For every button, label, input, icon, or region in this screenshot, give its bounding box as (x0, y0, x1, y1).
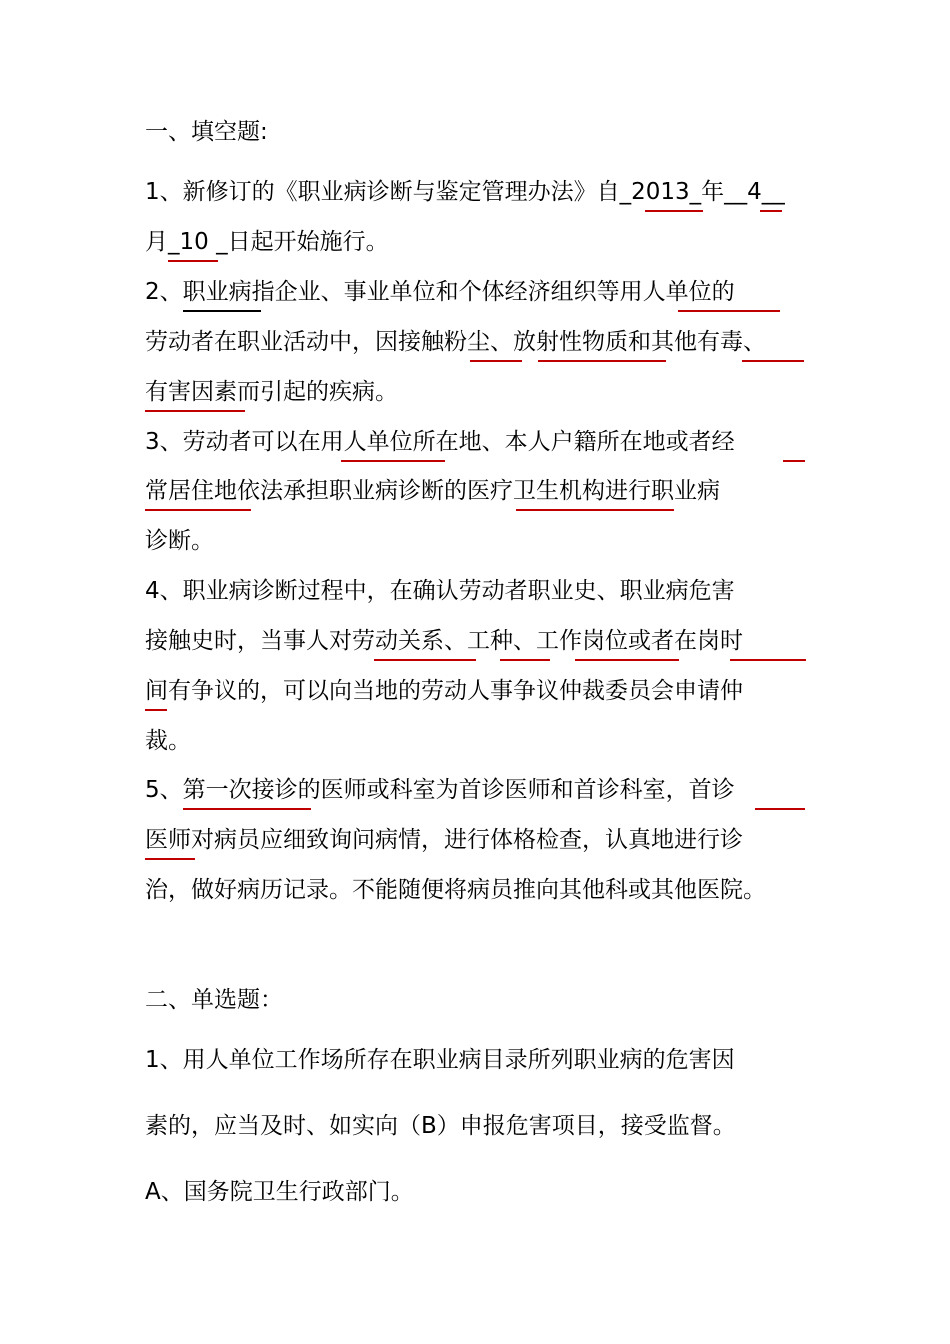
fill-line-10: 接触史时，当事人对劳动关系、工种、工作岗位或者在岗时 (145, 628, 743, 654)
answer-underline (168, 260, 218, 262)
answer-underline (183, 310, 261, 312)
answer-underline (755, 808, 805, 810)
question-1-line-2: 素的，应当及时、如实向（B）申报危害项目，接受监督。 (145, 1113, 736, 1139)
answer-underline (730, 659, 806, 661)
fill-line-8: 诊断。 (145, 528, 214, 554)
fill-line-3: 2、职业病指企业、事业单位和个体经济组织等用人单位的 (145, 279, 735, 305)
answer-underline (516, 509, 674, 511)
answer-underline (145, 410, 245, 412)
fill-line-9: 4、职业病诊断过程中，在确认劳动者职业史、职业病危害 (145, 578, 735, 604)
answer-underline (760, 210, 782, 212)
fill-line-1: 1、新修订的《职业病诊断与鉴定管理办法》自_2013_年__4__ (145, 179, 785, 205)
fill-line-14: 医师对病员应细致询问病情，进行体格检查，认真地进行诊 (145, 827, 743, 853)
answer-underline (500, 659, 550, 661)
fill-line-11: 间有争议的，可以向当地的劳动人事争议仲裁委员会申请仲 (145, 678, 743, 704)
answer-underline (145, 509, 251, 511)
fill-line-6: 3、劳动者可以在用人单位所在地、本人户籍所在地或者经 (145, 429, 735, 455)
fill-line-2: 月_10 _日起开始施行。 (145, 229, 389, 255)
section2-heading: 二、单选题： (145, 987, 283, 1013)
fill-line-15: 治，做好病历记录。不能随便将病员推向其他科或其他医院。 (145, 877, 766, 903)
fill-line-7: 常居住地依法承担职业病诊断的医疗卫生机构进行职业病 (145, 478, 720, 504)
answer-underline (538, 360, 666, 362)
fill-line-12: 裁。 (145, 728, 191, 754)
answer-underline (341, 460, 445, 462)
fill-line-4: 劳动者在职业活动中，因接触粉尘、放射性物质和其他有毒、 (145, 329, 766, 355)
option-a: A、国务院卫生行政部门。 (145, 1179, 414, 1205)
fill-line-5: 有害因素而引起的疾病。 (145, 379, 398, 405)
section1-heading: 一、填空题: (145, 119, 268, 145)
answer-underline (374, 659, 476, 661)
answer-underline (575, 659, 679, 661)
answer-underline (645, 210, 703, 212)
answer-underline (742, 360, 804, 362)
answer-underline (470, 360, 522, 362)
answer-underline (145, 709, 167, 711)
answer-underline (183, 808, 311, 810)
question-1-line-1: 1、用人单位工作场所存在职业病目录所列职业病的危害因 (145, 1047, 735, 1073)
fill-line-13: 5、第一次接诊的医师或科室为首诊医师和首诊科室，首诊 (145, 777, 735, 803)
answer-underline (783, 460, 805, 462)
answer-underline (145, 858, 195, 860)
answer-underline (678, 310, 780, 312)
